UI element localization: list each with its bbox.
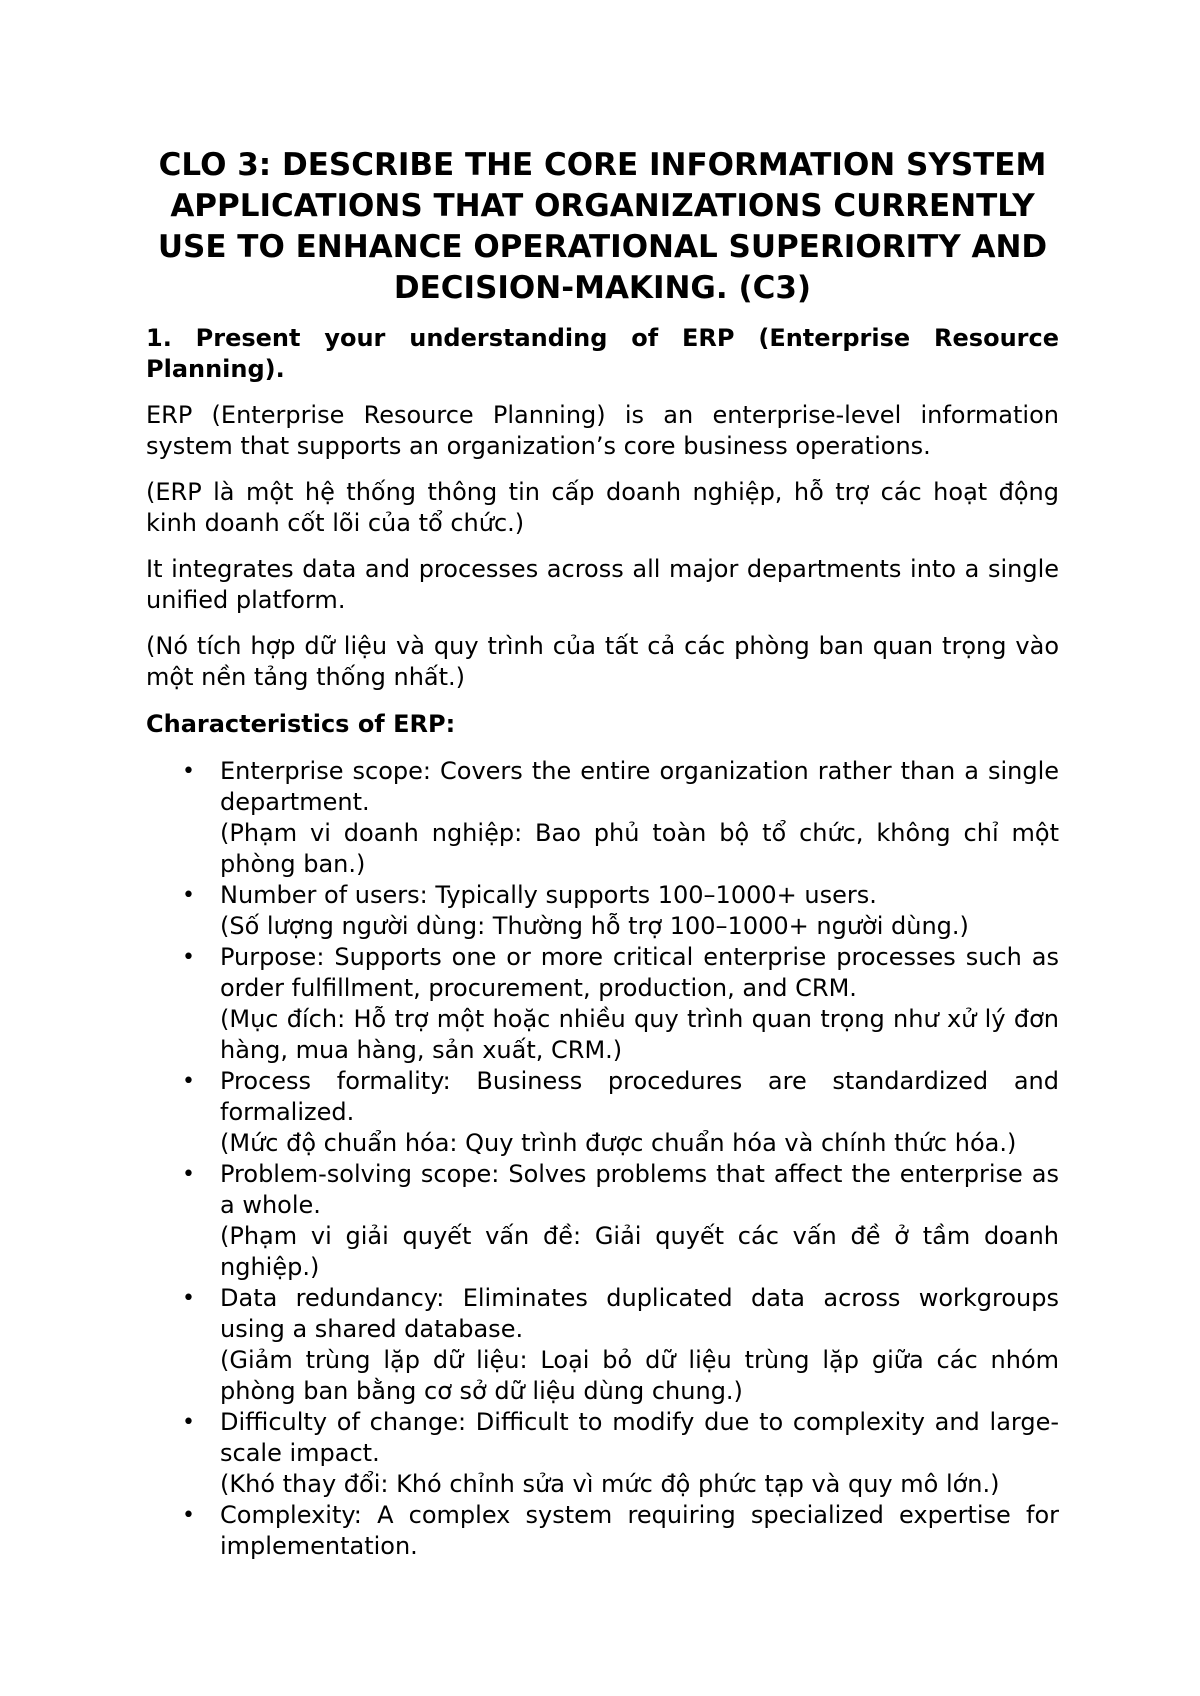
characteristic-en: Number of users: Typically supports 100–1000+ users.	[220, 881, 877, 909]
list-item	[146, 1407, 1059, 1500]
characteristic-en: Problem-solving scope: Solves problems that affect the enterprise as a whole.	[220, 1160, 1059, 1219]
characteristic-en: Data redundancy: Eliminates duplicated data across workgroups using a shared database.	[220, 1284, 1059, 1343]
list-item	[146, 756, 1059, 880]
bullet-icon: •	[182, 1503, 195, 1528]
characteristics-heading: Characteristics of ERP:	[146, 710, 456, 738]
list-item	[146, 1159, 1059, 1283]
bullet-icon: •	[182, 759, 195, 784]
bullet-icon: •	[182, 883, 195, 908]
bullet-icon: •	[182, 1069, 195, 1094]
list-item	[146, 880, 1059, 942]
list-item	[146, 1066, 1059, 1159]
characteristic-vi: (Phạm vi giải quyết vấn đề: Giải quyết các vấn đề ở tầm doanh nghiệp.)	[220, 1222, 1059, 1281]
characteristic-vi: (Phạm vi doanh nghiệp: Bao phủ toàn bộ tổ chức, không chỉ một phòng ban.)	[220, 819, 1059, 878]
characteristic-en: Purpose: Supports one or more critical enterprise processes such as order fulfillment, procurement, production, and CRM.	[220, 943, 1059, 1002]
characteristic-vi: (Số lượng người dùng: Thường hỗ trợ 100–1000+ người dùng.)	[220, 912, 969, 940]
erp-definition-en: ERP (Enterprise Resource Planning) is an enterprise-level information system that supports an organization’s core business operations.	[146, 401, 1059, 460]
characteristic-vi: (Khó thay đổi: Khó chỉnh sửa vì mức độ phức tạp và quy mô lớn.)	[220, 1470, 1000, 1498]
bullet-icon: •	[182, 1286, 195, 1311]
characteristics-list	[146, 756, 1059, 1562]
characteristic-en: Enterprise scope: Covers the entire organization rather than a single department.	[220, 757, 1059, 816]
characteristic-en: Difficulty of change: Difficult to modify due to complexity and large-scale impact.	[220, 1408, 1059, 1467]
characteristic-en: Process formality: Business procedures are standardized and formalized.	[220, 1067, 1059, 1126]
list-item	[146, 1283, 1059, 1407]
bullet-icon: •	[182, 1410, 195, 1435]
document-page	[146, 138, 1059, 1562]
characteristic-vi: (Mức độ chuẩn hóa: Quy trình được chuẩn hóa và chính thức hóa.)	[220, 1129, 1017, 1157]
characteristic-en: Complexity: A complex system requiring specialized expertise for implementation.	[220, 1501, 1059, 1560]
erp-integration-vi: (Nó tích hợp dữ liệu và quy trình của tất cả các phòng ban quan trọng vào một nền tảng thống nhất.)	[146, 632, 1059, 691]
bullet-icon: •	[182, 945, 195, 970]
list-item	[146, 1500, 1059, 1562]
characteristic-vi: (Giảm trùng lặp dữ liệu: Loại bỏ dữ liệu trùng lặp giữa các nhóm phòng ban bằng cơ sở dữ liệu dùng chung.)	[220, 1346, 1059, 1405]
characteristic-vi: (Mục đích: Hỗ trợ một hoặc nhiều quy trình quan trọng như xử lý đơn hàng, mua hàng, sản xuất, CRM.)	[220, 1005, 1059, 1064]
list-item	[146, 942, 1059, 1066]
document-title: CLO 3: DESCRIBE THE CORE INFORMATION SYSTEM APPLICATIONS THAT ORGANIZATIONS CURRENTLY USE TO ENHANCE OPERATIONAL SUPERIORITY AND DECISION-MAKING. (C3)	[157, 147, 1048, 306]
question-heading: 1. Present your understanding of ERP (Enterprise Resource Planning).	[146, 324, 1059, 383]
erp-integration-en: It integrates data and processes across all major departments into a single unified platform.	[146, 555, 1059, 614]
erp-definition-vi: (ERP là một hệ thống thông tin cấp doanh nghiệp, hỗ trợ các hoạt động kinh doanh cốt lõi của tổ chức.)	[146, 478, 1059, 537]
bullet-icon: •	[182, 1162, 195, 1187]
